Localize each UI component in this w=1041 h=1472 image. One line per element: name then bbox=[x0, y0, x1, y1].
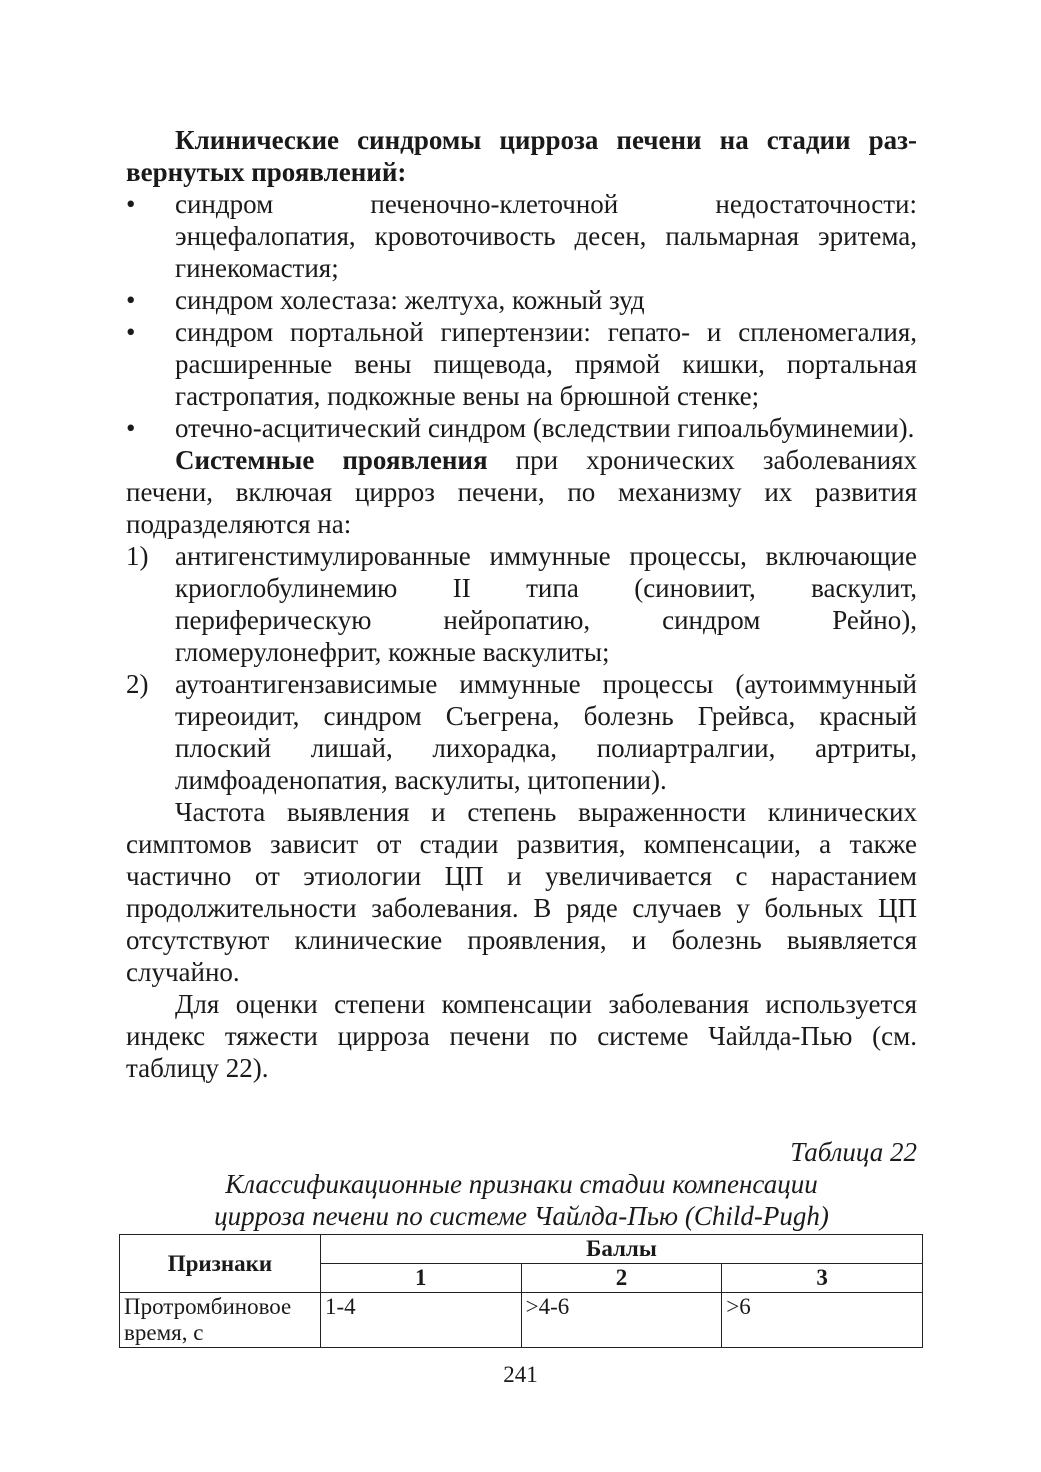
bullet-marker: • bbox=[126, 317, 136, 347]
list-item-text: аутоантигензависимые иммунные процессы (аутоиммунный тиреоидит, синдром Съегрена, болезнь Грейвса, красный плоский лишай, лихорадка, полиартралгии, артриты, лимфоаденопатия, васкулиты, цитопении). bbox=[175, 669, 917, 795]
section-heading: Клинические синдромы цирроза печени на стадии раз-вернутых проявлений: bbox=[126, 125, 917, 187]
table-caption-line-2: цирроза печени по системе Чайлда-Пью (Child-Pugh) bbox=[214, 1201, 829, 1231]
list-item bbox=[126, 412, 917, 444]
table-cell: >4-6 bbox=[521, 1293, 722, 1348]
table-caption-line-1: Классификационные признаки стадии компенсации bbox=[225, 1169, 818, 1199]
table-cell: >6 bbox=[722, 1293, 923, 1348]
list-item bbox=[126, 540, 917, 668]
list-item-text: синдром холестаза: желтуха, кожный зуд bbox=[175, 285, 645, 315]
list-item-text: синдром портальной гипертензии: гепато- и спленомегалия, расширенные вены пищевода, прямой кишки, портальная гастропатия, подкожные вены на брюшной стенке; bbox=[175, 317, 917, 411]
list-item-text: синдром печеночно-клеточной недостаточности: энцефалопатия, кровоточивость десен, пальмарная эритема, гинекомастия; bbox=[175, 189, 917, 283]
systemic-text: при хронических заболеваниях печени, включая цирроз печени, по механизму их развития подразделяются на: bbox=[126, 445, 917, 539]
bullet-marker: • bbox=[126, 285, 136, 315]
bullet-marker: • bbox=[126, 413, 136, 443]
frequency-paragraph: Частота выявления и степень выраженности клинических симптомов зависит от стадии развития, компенсации, а также частично от этиологии ЦП и увеличивается с нарастанием продолжительности заболевания. В ряде случаев у больных ЦП отсутствуют клинические проявления, и болезнь выявляется случайно. bbox=[126, 797, 917, 987]
list-item-text: антигенстимулированные иммунные процессы, включающие криоглобулинемию II типа (синовиит, васкулит, периферическую нейропатию, синдром Рейно), гломерулонефрит, кожные васкулиты; bbox=[175, 541, 917, 667]
number-marker: 2) bbox=[126, 669, 149, 699]
syndromes-list bbox=[126, 188, 917, 444]
table-number: Таблица 22 bbox=[790, 1137, 917, 1167]
header-signs: Признаки bbox=[120, 1235, 321, 1293]
table-cell-sign: Протромбиновое время, с bbox=[120, 1293, 321, 1348]
bullet-marker: • bbox=[126, 189, 136, 219]
header-score-3: 3 bbox=[722, 1264, 923, 1293]
page-number: 241 bbox=[503, 1362, 538, 1387]
child-pugh-table bbox=[119, 1234, 923, 1348]
index-paragraph: Для оценки степени компенсации заболевания используется индекс тяжести цирроза печени по системе Чайлда-Пью (см. таблицу 22). bbox=[126, 989, 917, 1083]
list-item bbox=[126, 188, 917, 284]
header-score-1: 1 bbox=[320, 1264, 521, 1293]
header-score-2: 2 bbox=[521, 1264, 722, 1293]
list-item bbox=[126, 284, 917, 316]
table-cell: 1-4 bbox=[320, 1293, 521, 1348]
table-row bbox=[120, 1293, 923, 1348]
number-marker: 1) bbox=[126, 541, 149, 571]
table-header-row bbox=[120, 1235, 923, 1264]
list-item-text: отечно-асцитический синдром (вследствии гипоальбуминемии). bbox=[175, 413, 915, 443]
systemic-paragraph bbox=[126, 444, 917, 540]
list-item bbox=[126, 668, 917, 796]
header-points: Баллы bbox=[320, 1235, 922, 1264]
list-item bbox=[126, 316, 917, 412]
page-content bbox=[126, 124, 917, 1348]
mechanisms-list bbox=[126, 540, 917, 796]
systemic-bold-term: Системные проявления bbox=[175, 445, 488, 475]
